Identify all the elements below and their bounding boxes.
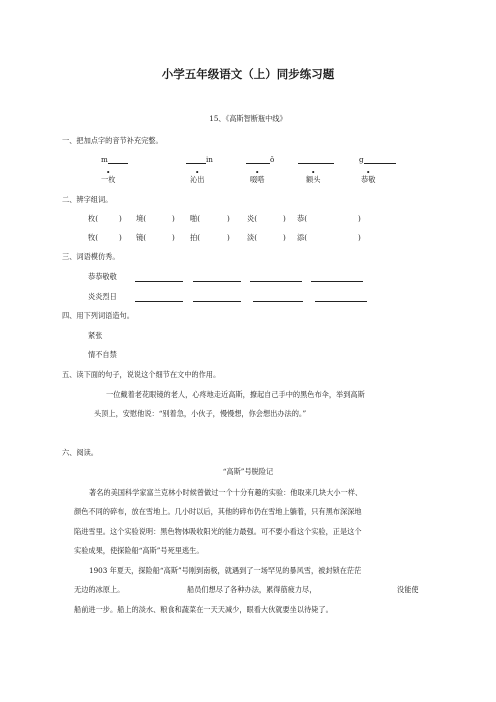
paren-close: ) bbox=[227, 233, 230, 242]
pinyin-blank-4[interactable] bbox=[298, 155, 334, 164]
page-title: 小学五年级语文（上）同步练习题 bbox=[161, 67, 335, 81]
word-2: 沁出 bbox=[190, 175, 205, 184]
story-p1-line4: 实验成果，使探险船“高斯”号死里逃生。 bbox=[74, 546, 204, 555]
word-4: 额头 bbox=[306, 175, 321, 184]
char-group-5[interactable]: 恭( bbox=[297, 214, 307, 223]
char-group-9[interactable]: 淡( bbox=[247, 233, 257, 242]
story-p1-line2: 颜色不同的碎布，放在雪地上。几小时以后，其他的碎布仍在雪地上躺着，只有黑布深深地 bbox=[74, 507, 362, 516]
answer-line[interactable] bbox=[250, 281, 302, 282]
answer-line[interactable] bbox=[193, 281, 241, 282]
imitate-word-1: 恭恭敬敬 bbox=[88, 272, 117, 281]
paren-close: ) bbox=[358, 233, 361, 242]
section1-heading: 一、把加点字的音节补充完整。 bbox=[62, 136, 163, 145]
section4-heading: 四、用下列词语造句。 bbox=[62, 311, 134, 320]
answer-line[interactable] bbox=[135, 301, 183, 302]
quote-line-1: 一位戴着老花眼镜的老人，心疼地走近高斯，撩起自己手中的黑色布伞，举到高斯 bbox=[106, 390, 365, 399]
pinyin-prefix: g bbox=[359, 155, 364, 164]
sentence-word-2: 情不自禁 bbox=[88, 350, 117, 359]
answer-line[interactable] bbox=[311, 281, 363, 282]
paren-close: ) bbox=[119, 233, 122, 242]
char-group-7[interactable]: 镜( bbox=[136, 233, 146, 242]
section2-heading: 二、辨字组词。 bbox=[62, 195, 113, 204]
story-p2-line3: 船前进一步。船上的淡水、粮食和蔬菜在一天天减少，眼看大伙就要坐以待毙了。 bbox=[74, 605, 333, 614]
paren-close: ) bbox=[227, 214, 230, 223]
story-p2-line1: 1903 年夏天，探险船“高斯”号刚到南极，就遇到了一场罕见的暴风雪，被封锁在茫茫 bbox=[89, 566, 362, 575]
section6-heading: 六、阅读。 bbox=[62, 448, 98, 457]
word-5: 恭敬 bbox=[361, 175, 376, 184]
lesson-title: 15、《高斯智断瓶中线》 bbox=[209, 114, 287, 123]
paren-close: ) bbox=[119, 214, 122, 223]
pinyin-prefix: m bbox=[101, 155, 108, 164]
word-1: 一枚 bbox=[101, 175, 116, 184]
pinyin-suffix: ǒ bbox=[270, 155, 275, 164]
word-3: 啜嗒 bbox=[250, 175, 265, 184]
char-group-1[interactable]: 枚( bbox=[88, 214, 98, 223]
paren-close: ) bbox=[283, 214, 286, 223]
pinyin-suffix: in bbox=[206, 155, 213, 164]
char-group-2[interactable]: 境( bbox=[136, 214, 146, 223]
section5-heading: 五、读下面的句子，说说这个细节在文中的作用。 bbox=[62, 370, 221, 379]
section3-heading: 三、词语模仿秀。 bbox=[62, 252, 120, 261]
imitate-word-2: 炎炎烈日 bbox=[88, 292, 117, 301]
paren-close: ) bbox=[172, 214, 175, 223]
char-group-4[interactable]: 炎( bbox=[247, 214, 257, 223]
char-group-8[interactable]: 拍( bbox=[190, 233, 200, 242]
answer-line[interactable] bbox=[253, 301, 303, 302]
story-p1-line1: 著名的美国科学家富兰克林小时候曾做过一个十分有趣的实验：他取来几块大小一样、 bbox=[89, 488, 363, 497]
story-p2-line2b: 船员们想尽了各种办法，累得筋疲力尽， bbox=[187, 585, 317, 594]
paren-close: ) bbox=[172, 233, 175, 242]
pinyin-blank-2[interactable] bbox=[186, 155, 213, 164]
answer-line[interactable] bbox=[193, 301, 241, 302]
sentence-word-1: 紧张 bbox=[88, 331, 103, 340]
pinyin-blank-5[interactable] bbox=[359, 155, 396, 164]
story-p2-line2a: 无边的冰原上。 bbox=[74, 585, 125, 594]
paren-close: ) bbox=[358, 214, 361, 223]
pinyin-blank-1[interactable] bbox=[101, 155, 128, 164]
answer-line[interactable] bbox=[315, 301, 367, 302]
pinyin-blank-3[interactable] bbox=[246, 155, 274, 164]
char-group-3[interactable]: 啪( bbox=[190, 214, 200, 223]
quote-line-2: 头顶上，安慰他说：“别着急，小伙子，慢慢想，你会想出办法的。” bbox=[94, 409, 307, 418]
char-group-10[interactable]: 添( bbox=[297, 233, 307, 242]
answer-line[interactable] bbox=[135, 281, 183, 282]
story-p2-line2c: 没能使 bbox=[397, 585, 419, 594]
story-title: “高斯”号脱险记 bbox=[222, 467, 274, 476]
paren-close: ) bbox=[283, 233, 286, 242]
char-group-6[interactable]: 牧( bbox=[88, 233, 98, 242]
story-p1-line3: 陷进雪里。这个实验说明：黑色物体吸收阳光的能力最强。可不要小看这个实验，正是这个 bbox=[74, 527, 362, 536]
